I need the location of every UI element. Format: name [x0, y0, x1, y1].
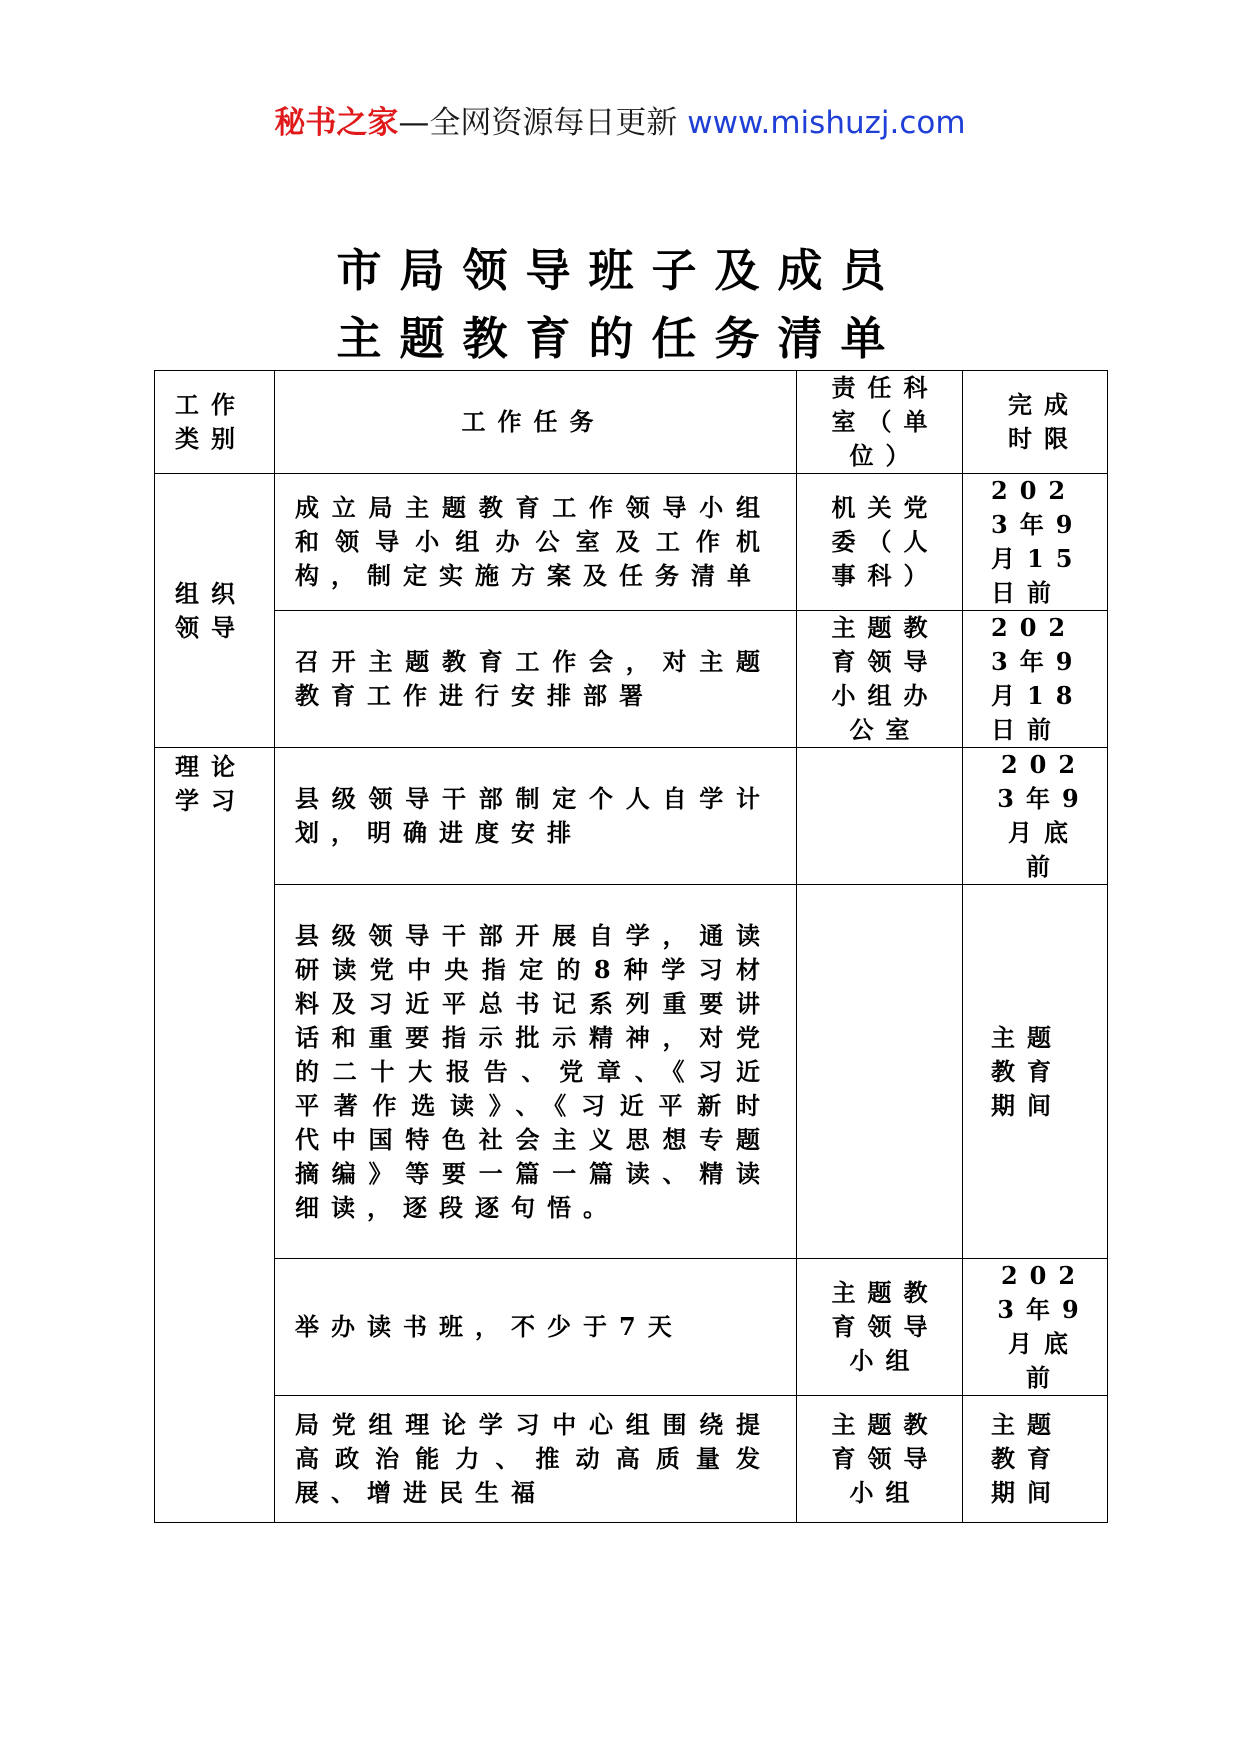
- row-deadline: 2023年9月底前: [963, 1259, 1108, 1396]
- table-row: [155, 748, 1108, 885]
- table-row: [155, 611, 1108, 748]
- header-dept: 责任科室（单位）: [797, 371, 963, 474]
- category-theory: 理论学习: [155, 748, 275, 1523]
- watermark-slogan: —全网资源每日更新: [398, 105, 678, 141]
- row-deadline: 主题教育期间: [963, 885, 1108, 1259]
- table-row: [155, 1396, 1108, 1523]
- header-category: 工作类别: [155, 371, 275, 474]
- task-list-table: [154, 370, 1108, 1523]
- row-task: 成立局主题教育工作领导小组和领导小组办公室及工作机构，制定实施方案及任务清单: [275, 474, 797, 611]
- row-dept: 主题教育领导小组: [797, 1259, 963, 1396]
- table-row: [155, 1259, 1108, 1396]
- row-task: 召开主题教育工作会，对主题教育工作进行安排部署: [275, 611, 797, 748]
- row-dept: 主题教育领导小组办公室: [797, 611, 963, 748]
- row-dept: 机关党委（人事科）: [797, 474, 963, 611]
- header-deadline: 完成时限: [963, 371, 1108, 474]
- row-task: 县级领导干部开展自学，通读研读党中央指定的8种学习材料及习近平总书记系列重要讲话和重要指示批示精神，对党的二十大报告、党章、《习近平著作选读》、《习近平新时代中国特色社会主义思想专题摘编》等要一篇一篇读、精读细读，逐段逐句悟。: [275, 885, 797, 1259]
- row-dept: 主题教育领导小组: [797, 1396, 963, 1523]
- table-row: [155, 885, 1108, 1259]
- row-dept: [797, 748, 963, 885]
- header-task: 工作任务: [275, 371, 797, 474]
- document-title-line2: 主题教育的任务清单: [336, 312, 904, 365]
- row-task: 县级领导干部制定个人自学计划，明确进度安排: [275, 748, 797, 885]
- row-task: 举办读书班，不少于7天: [275, 1259, 797, 1396]
- table-header-row: [155, 371, 1108, 474]
- row-dept: [797, 885, 963, 1259]
- row-deadline: 主题教育期间: [963, 1396, 1108, 1523]
- row-deadline: 2023年9月18日前: [963, 611, 1108, 748]
- watermark-url[interactable]: www.mishuzj.com: [687, 105, 966, 141]
- document-title-line1: 市局领导班子及成员: [336, 244, 904, 297]
- table-row: [155, 474, 1108, 611]
- row-task: 局党组理论学习中心组围绕提高政治能力、推动高质量发展、增进民生福: [275, 1396, 797, 1523]
- row-deadline: 2023年9月15日前: [963, 474, 1108, 611]
- row-deadline: 2023年9月底前: [963, 748, 1108, 885]
- watermark-header: [0, 100, 1240, 146]
- watermark-brand: 秘书之家: [274, 105, 399, 141]
- category-org: 组织领导: [155, 474, 275, 748]
